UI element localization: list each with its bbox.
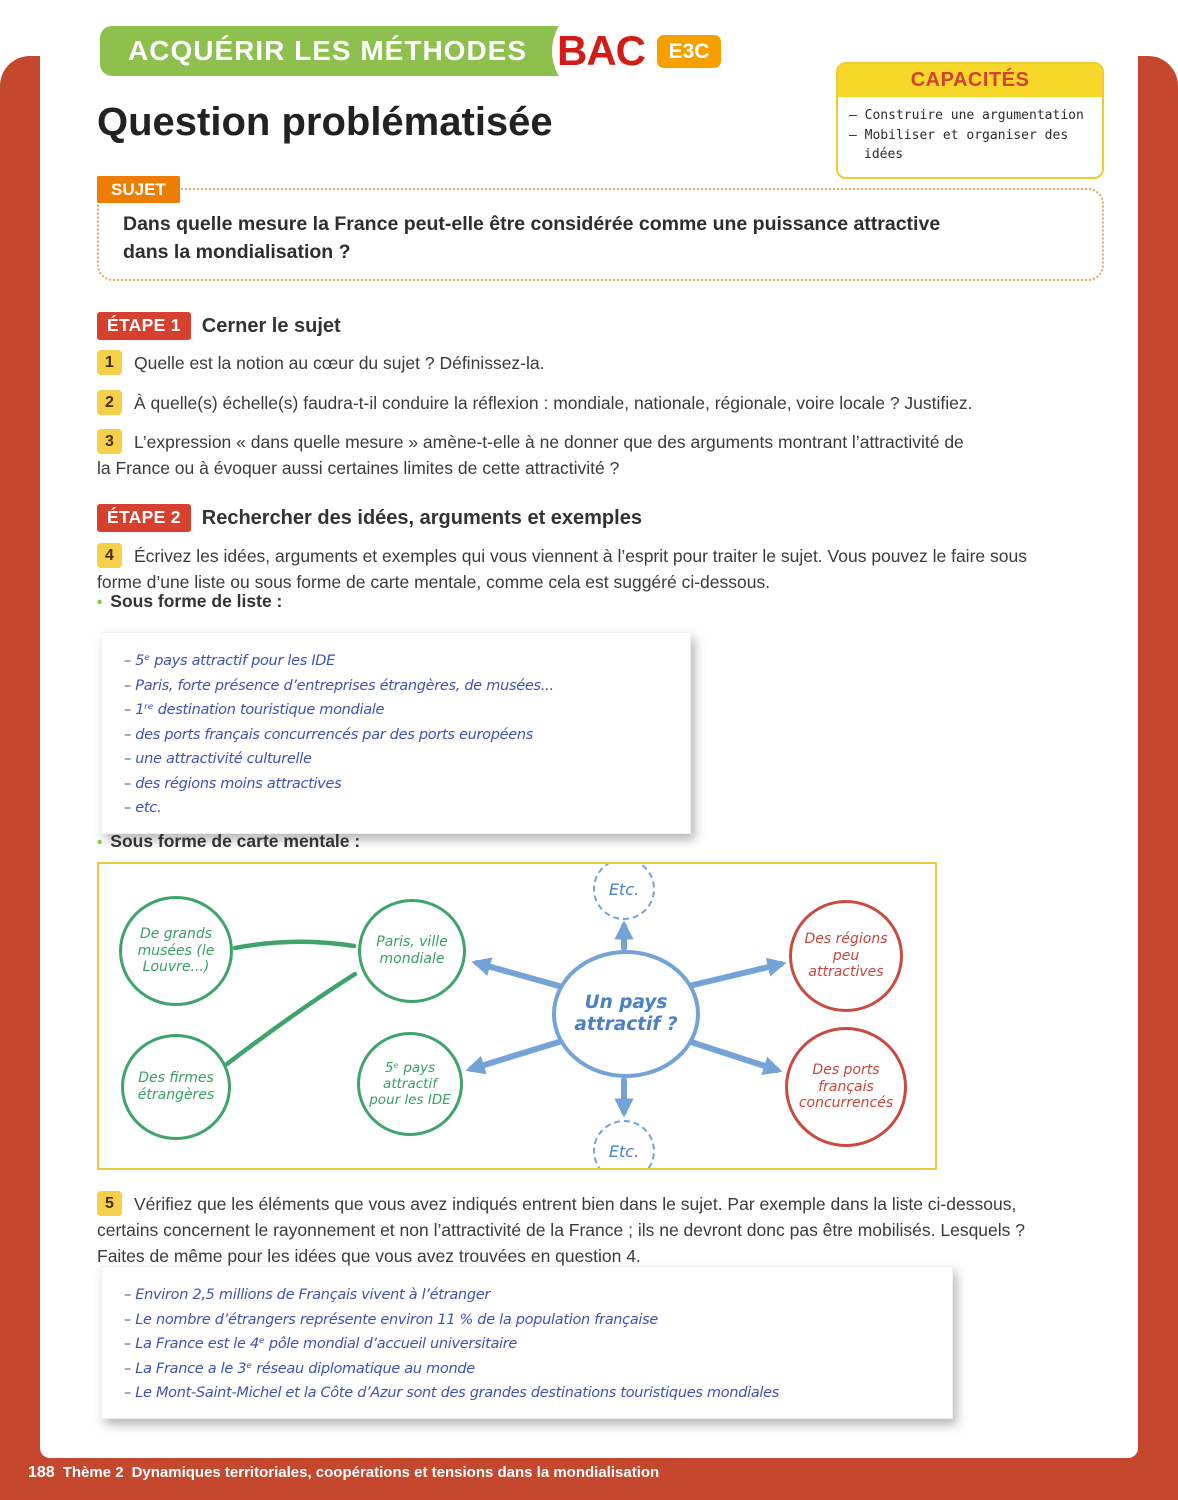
capacites-box xyxy=(836,62,1104,179)
sujet-box xyxy=(97,180,1104,281)
etape-2-header xyxy=(97,504,642,532)
handwritten-item: – Le Mont-Saint-Michel et la Côte d’Azur sont des grandes destinations touristiques mondiales xyxy=(124,1385,780,1401)
green-link-musees-paris xyxy=(235,942,354,948)
bac-badge xyxy=(552,2,650,100)
mindmap-node-musees: De grands musées (le Louvre...) xyxy=(119,896,233,1006)
footer-page-number: 188 xyxy=(28,1464,55,1481)
mindmap-node-etc-top: Etc. xyxy=(593,862,655,920)
green-link-firmes-paris xyxy=(227,974,355,1064)
footer-theme-label: Thème 2 xyxy=(62,1464,124,1481)
etape-1-header xyxy=(97,312,341,340)
etape-1-badge: ÉTAPE 1 xyxy=(97,312,191,340)
handwritten-item: – une attractivité culturelle xyxy=(124,751,312,767)
capacites-list xyxy=(838,97,1102,177)
question-3-text: L’expression « dans quelle mesure » amène-t-elle à ne donner que des arguments montrant l’attractivité de la France ou à évoquer aussi certaines limites de cette attractivité ? xyxy=(97,432,964,478)
handwritten-item: – des ports français concurrencés par des ports européens xyxy=(124,726,533,743)
question-4-number: 4 xyxy=(97,543,122,568)
question-5-text: Vérifiez que les éléments que vous avez indiqués entrent bien dans le sujet. Par exemple dans la liste ci-dessous, certains concernent le rayonnement et non l’attractivité de la France ; ils ne devront donc pas être mobilisés. Lesquels ? Faites de même pour les idées que vous avez trouvées en question 4. xyxy=(97,1194,1026,1266)
arrow-left-up-icon xyxy=(477,963,559,986)
mindmap-node-paris: Paris, ville mondiale xyxy=(358,899,466,1003)
mindmap-node-firmes: Des firmes étrangères xyxy=(121,1034,231,1140)
question-1-number: 1 xyxy=(97,350,122,375)
handwritten-item: – 1ʳᵉ destination touristique mondiale xyxy=(124,702,385,718)
handwritten-list-card-2 xyxy=(101,1266,953,1419)
sujet-badge: SUJET xyxy=(97,176,180,203)
etape-2-title: Rechercher des idées, arguments et exemples xyxy=(201,506,642,529)
capacite-item: – Construire une argumentation xyxy=(849,108,1084,123)
question-1-text: Quelle est la notion au cœur du sujet ? Définissez-la. xyxy=(134,353,545,373)
mindmap-node-etc-bottom: Etc. xyxy=(593,1120,655,1170)
arrow-right-down-icon xyxy=(691,1042,777,1070)
handwritten-item: – des régions moins attractives xyxy=(124,775,342,792)
question-4-text: Écrivez les idées, arguments et exemples qui vous viennent à l’esprit pour traiter le sujet. Vous pouvez le faire sous forme d’une liste ou sous forme de carte mentale, comme cela est suggéré ci-dessous. xyxy=(97,546,1027,592)
list-form-label-text: Sous forme de liste : xyxy=(110,591,283,611)
arrow-right-up-icon xyxy=(689,964,781,986)
mindmap-node-ide: 5ᵉ pays attractif pour les IDE xyxy=(357,1032,463,1136)
mindmap-node-center: Un pays attractif ? xyxy=(552,950,700,1078)
handwritten-item: – Le nombre d’étrangers représente environ 11 % de la population française xyxy=(124,1311,659,1328)
handwritten-item: – 5ᵉ pays attractif pour les IDE xyxy=(124,653,336,669)
handwritten-list-card xyxy=(101,632,691,834)
question-2-text: À quelle(s) échelle(s) faudra-t-il conduire la réflexion : mondiale, nationale, régionale, voire locale ? Justifiez. xyxy=(134,393,973,413)
question-5 xyxy=(97,1191,1059,1269)
capacites-title: CAPACITÉS xyxy=(838,64,1102,97)
e3c-badge xyxy=(657,35,721,68)
sujet-text: Dans quelle mesure la France peut-elle être considérée comme une puissance attractive dans la mondialisation ? xyxy=(123,213,941,264)
mindmap-box xyxy=(97,862,937,1170)
bullet-icon: • xyxy=(97,594,103,611)
page-footer xyxy=(28,1464,659,1482)
page-title: Question problématisée xyxy=(97,100,553,144)
footer-theme-text: Dynamiques territoriales, coopérations et tensions dans la mondialisation xyxy=(131,1464,660,1481)
mindmap-form-label-text: Sous forme de carte mentale : xyxy=(110,831,361,851)
mindmap-form-label xyxy=(97,831,360,852)
page-content xyxy=(40,0,1138,1458)
e3c-label: E3C xyxy=(668,39,710,63)
handwritten-item: – Paris, forte présence d’entreprises étrangères, de musées... xyxy=(124,677,554,694)
question-3-number: 3 xyxy=(97,429,122,454)
bac-label: BAC xyxy=(557,27,645,74)
arrow-left-down-icon xyxy=(471,1042,559,1069)
bullet-icon: • xyxy=(97,834,103,851)
mindmap-node-regions: Des régions peu attractives xyxy=(789,900,903,1012)
list-form-label xyxy=(97,591,282,612)
handwritten-item: – La France a le 3ᵉ réseau diplomatique au monde xyxy=(124,1360,475,1377)
question-2 xyxy=(97,390,1117,416)
mindmap-node-ports: Des ports français concurrencés xyxy=(785,1027,907,1147)
etape-1-title: Cerner le sujet xyxy=(201,314,341,337)
handwritten-item: – La France est le 4ᵉ pôle mondial d’accueil universitaire xyxy=(124,1336,518,1352)
question-5-number: 5 xyxy=(97,1191,122,1216)
etape-2-badge: ÉTAPE 2 xyxy=(97,504,191,532)
methods-banner-label: ACQUÉRIR LES MÉTHODES xyxy=(128,35,528,66)
question-4 xyxy=(97,543,1049,595)
methods-banner xyxy=(100,26,586,76)
question-3 xyxy=(97,429,981,481)
handwritten-item: – etc. xyxy=(124,800,162,816)
question-1 xyxy=(97,350,1107,376)
question-2-number: 2 xyxy=(97,390,122,415)
capacite-item: – Mobiliser et organiser des idées xyxy=(849,127,1069,162)
handwritten-item: – Environ 2,5 millions de Français vivent à l’étranger xyxy=(124,1287,491,1303)
